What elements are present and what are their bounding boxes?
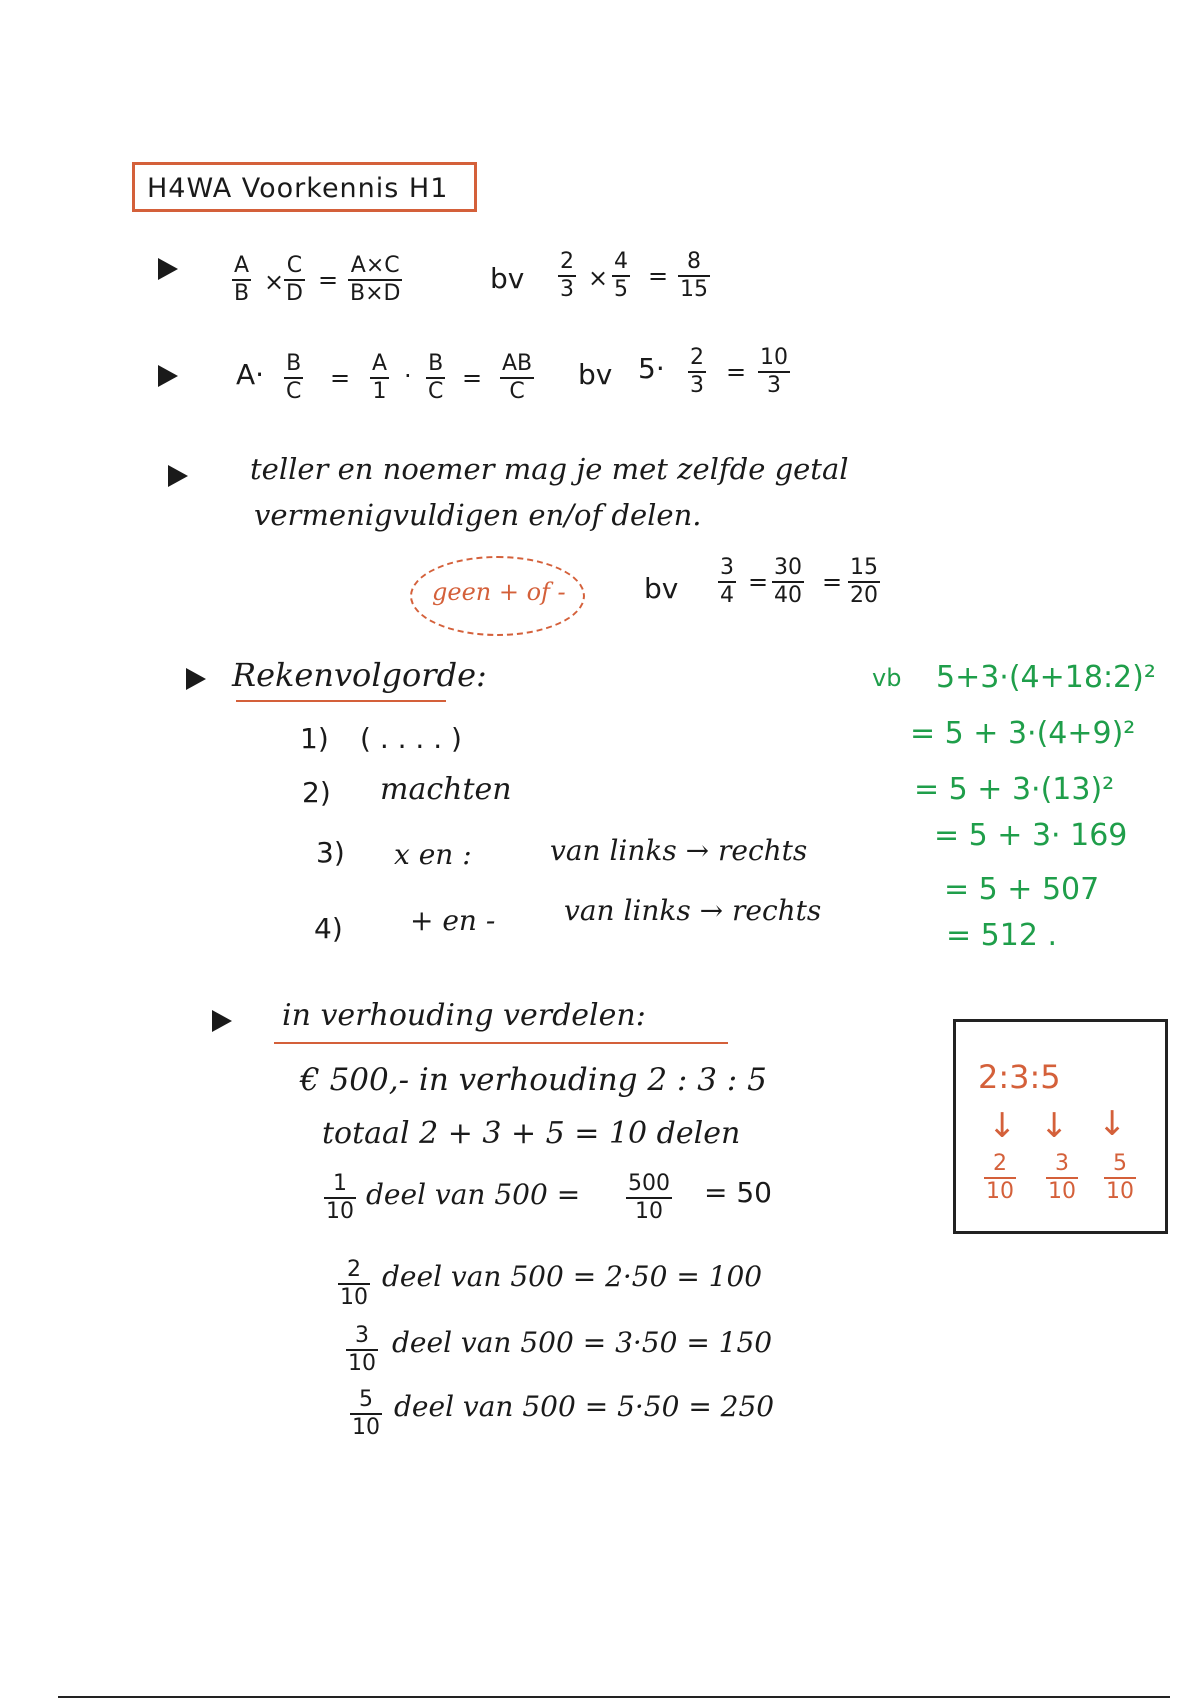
ratio-label: 2:3:5 <box>978 1058 1061 1096</box>
fraction: 5 10 <box>1106 1151 1134 1204</box>
fraction: 30 40 <box>774 555 802 608</box>
vb-label: vb <box>872 664 902 692</box>
step-number: 4) <box>314 912 343 945</box>
heading-underline <box>274 1042 728 1044</box>
bullet-icon <box>158 258 178 280</box>
step-text: x en : <box>394 838 472 871</box>
step-number: 2) <box>302 776 331 809</box>
step-number: 1) <box>300 722 329 755</box>
fraction: 2 3 <box>560 249 574 302</box>
bv-label: bv <box>490 262 525 295</box>
bullet-icon <box>158 365 178 387</box>
fraction: 10 3 <box>760 345 788 398</box>
fraction: B C <box>286 351 302 404</box>
bv-label: bv <box>644 572 679 605</box>
verhouding-line1: € 500,- in verhouding 2 : 3 : 5 <box>300 1062 767 1098</box>
example-line: = 5 + 3· 169 <box>934 818 1128 853</box>
fraction: 2 10 <box>340 1257 368 1310</box>
dot-sign: · <box>404 362 412 390</box>
title-box <box>132 162 477 212</box>
fraction: 500 10 <box>628 1171 670 1224</box>
example-line: = 5 + 3·(13)² <box>914 772 1115 807</box>
fraction: 3 4 <box>720 555 734 608</box>
equals-sign: = <box>330 364 351 392</box>
fraction: A 1 <box>372 351 388 404</box>
example-line: 5+3·(4+18:2)² <box>936 660 1156 695</box>
fraction: C D <box>286 253 303 306</box>
fraction: B C <box>428 351 444 404</box>
equals-sign: = <box>748 568 769 596</box>
fraction: 15 20 <box>850 555 878 608</box>
times-sign: × <box>588 264 609 292</box>
expr-five: 5· <box>638 352 665 385</box>
example-line: = 5 + 3·(4+9)² <box>910 716 1136 751</box>
verhouding-line3: deel van 500 = <box>366 1178 581 1211</box>
part-line: deel van 500 = 5·50 = 250 <box>394 1390 775 1423</box>
rule3-line1: teller en noemer mag je met zelfde getal <box>250 452 849 486</box>
equals-sign: = <box>462 364 483 392</box>
arrow-down-icon: ↓ <box>988 1106 1017 1146</box>
equals-sign: = <box>726 358 747 386</box>
equals-sign: = <box>648 262 669 290</box>
example-line: = 5 + 507 <box>944 872 1100 907</box>
result: = 50 <box>704 1176 772 1209</box>
step-number: 3) <box>316 836 345 869</box>
step-text: + en - <box>410 904 496 937</box>
expr-a: A· <box>236 358 265 391</box>
fraction: 8 15 <box>680 249 708 302</box>
fraction: 1 10 <box>326 1171 354 1224</box>
fraction: 3 10 <box>1048 1151 1076 1204</box>
equals-sign: = <box>822 568 843 596</box>
fraction: A×C B×D <box>350 253 401 306</box>
equals-sign: = <box>318 266 339 294</box>
part-line: deel van 500 = 3·50 = 150 <box>392 1326 773 1359</box>
bullet-icon <box>212 1010 232 1032</box>
rule3-line2: vermenigvuldigen en/of delen. <box>254 498 702 532</box>
heading-underline <box>236 700 446 702</box>
step-direction: van links → rechts <box>550 834 808 867</box>
fraction: 2 3 <box>690 345 704 398</box>
example-line: = 512 . <box>946 918 1058 953</box>
bullet-icon <box>186 668 206 690</box>
arrow-down-icon: ↓ <box>1040 1106 1069 1146</box>
bv-label: bv <box>578 358 613 391</box>
cloud-note: geen + of - <box>432 578 566 606</box>
fraction: 5 10 <box>352 1387 380 1440</box>
fraction: 2 10 <box>986 1151 1014 1204</box>
page-title: H4WA Voorkennis H1 <box>147 173 449 204</box>
fraction: 4 5 <box>614 249 628 302</box>
times-sign: × <box>264 268 285 296</box>
bullet-icon <box>168 465 188 487</box>
fraction: 3 10 <box>348 1323 376 1376</box>
step-direction: van links → rechts <box>564 894 822 927</box>
arrow-down-icon: ↓ <box>1098 1104 1127 1144</box>
step-text: ( . . . . ) <box>360 722 462 755</box>
verhouding-line2: totaal 2 + 3 + 5 = 10 delen <box>322 1116 741 1151</box>
part-line: deel van 500 = 2·50 = 100 <box>382 1260 763 1293</box>
rekenvolgorde-heading: Rekenvolgorde: <box>232 656 487 694</box>
step-text: machten <box>380 772 512 807</box>
fraction: AB C <box>502 351 533 404</box>
page-divider <box>58 1696 1170 1698</box>
verhouding-heading: in verhouding verdelen: <box>282 998 646 1033</box>
fraction: A B <box>234 253 250 306</box>
